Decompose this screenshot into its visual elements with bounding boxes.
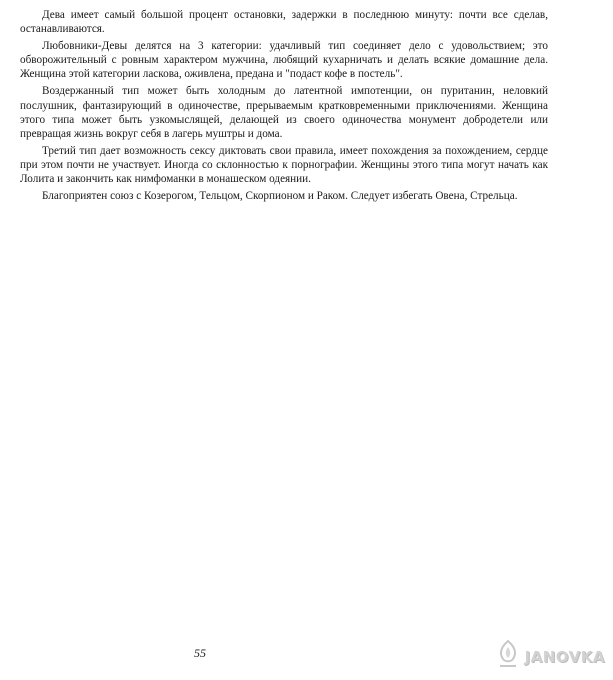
- watermark: [495, 639, 605, 674]
- document-body: [20, 8, 548, 203]
- stylized-logo-icon: [495, 639, 521, 674]
- paragraph: Дева имеет самый большой процент остановки, задержки в последнюю минуту: почти все сделав, останавливаются.: [20, 9, 548, 36]
- watermark-text: JANOVKA: [524, 647, 605, 666]
- paragraph: Любовники-Девы делятся на 3 категории: удачливый тип соединяет дело с удовольствием; это обворожительный с ровным характером мужчина, любящий кухарничать и делать всякие домашние дела. Женщина этой категории ласкова, оживлена, предана и "подаст кофе в постель".: [20, 40, 548, 81]
- paragraph: Благоприятен союз с Козерогом, Тельцом, Скорпионом и Раком. Следует избегать Овена, Стрельца.: [42, 190, 518, 203]
- paragraph: Третий тип дает возможность сексу диктовать свои правила, имеет похождения за похождением, сердце при этом почти не участвует. Иногда со склонностью к порнографии. Женщины этого типа могут начать как Лолита и закончить как нимфоманки в монашеском одеянии.: [20, 144, 548, 186]
- paragraph: Воздержанный тип может быть холодным до латентной импотенции, он пуританин, неловкий послушник, фантазирующий в одиночестве, прерываемым кратковременными приключениями. Женщина этого типа может быть узкомыслящей, делающей из своего одиночества монумент добродетели или превращая жизнь вокруг себя в лагерь муштры и дома.: [20, 85, 548, 140]
- page-number: 55: [194, 646, 206, 660]
